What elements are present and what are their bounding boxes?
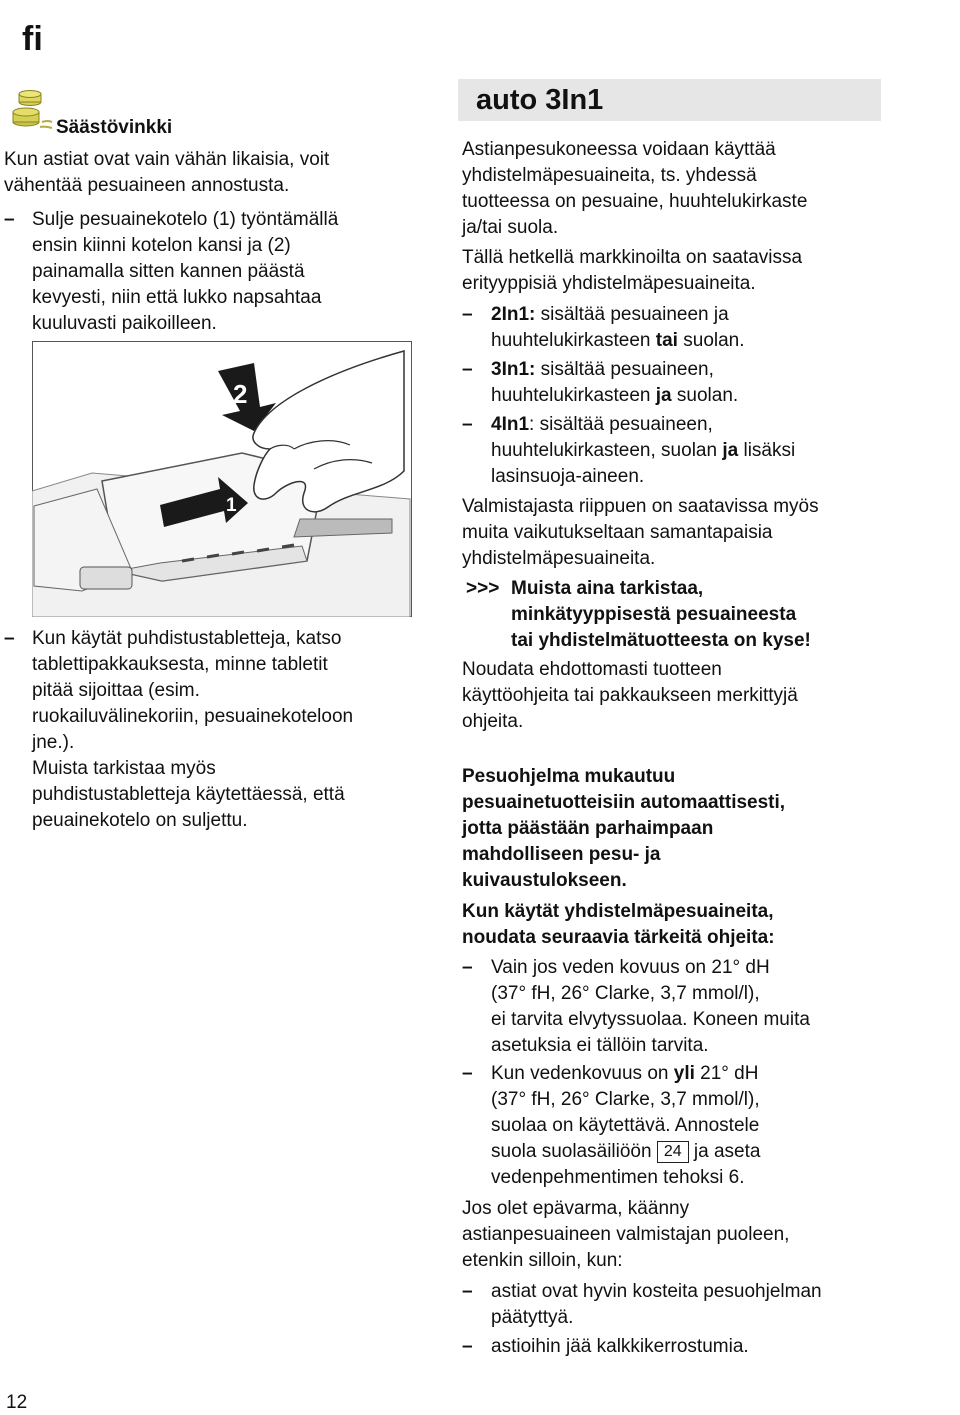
tip-body: Kun astiat ovat vain vähän likaisia, voit vähentää pesuaineen annostusta.: [4, 149, 330, 196]
step-1-label: 1: [226, 495, 237, 516]
dash-marker: –: [462, 1063, 473, 1084]
dash-marker: –: [462, 359, 473, 380]
unsure-paragraph: Jos olet epävarma, käänny astianpesuaineen valmistajan puoleen, etenkin silloin, kun:: [462, 1198, 790, 1271]
dash-marker: –: [462, 957, 473, 978]
notes-heading: Kun käytät yhdistelmäpesuaineita, noudata seuraavia tärkeitä ohjeita:: [462, 901, 775, 948]
language-code: fi: [22, 20, 43, 58]
automatic-adjust-paragraph: Pesuohjelma mukautuu pesuainetuotteisiin automaattisesti, jotta päästään parhaimpaan mahdolliseen pesu- ja kuivaustulokseen.: [462, 766, 786, 891]
instructions-paragraph: Noudata ehdottomasti tuotteen käyttöohjeita tai pakkaukseen merkittyjä ohjeita.: [462, 659, 798, 732]
figure-reference-box: 24: [657, 1141, 689, 1163]
market-paragraph: Tällä hetkellä markkinoilta on saatavissa erityyppisiä yhdistelmäpesuaineita.: [462, 247, 803, 294]
step-2-label: 2: [233, 379, 248, 409]
warning-marker: >>>: [466, 578, 500, 599]
dash-marker: –: [4, 209, 15, 230]
intro-paragraph: Astianpesukoneessa voidaan käyttää yhdistelmäpesuaineita, ts. yhdessä tuotteessa on pesuaine, huuhtelukirkaste ja/tai suola.: [462, 139, 808, 238]
tip-title: Säästövinkki: [56, 117, 173, 138]
manufacturer-paragraph: Valmistajasta riippuen on saatavissa myös muita vaikutukseltaan samantapaisia yhdistelmäpesuaineita.: [462, 496, 819, 569]
dash-marker: –: [462, 1336, 473, 1357]
savings-coins-icon: [6, 86, 54, 134]
dash-marker: –: [462, 304, 473, 325]
dash-marker: –: [4, 628, 15, 649]
page-number: 12: [6, 1392, 28, 1413]
section-heading: auto 3In1: [476, 84, 604, 116]
dash-marker: –: [462, 414, 473, 435]
detergent-dispenser-illustration: [32, 341, 412, 617]
dash-marker: –: [462, 1281, 473, 1302]
